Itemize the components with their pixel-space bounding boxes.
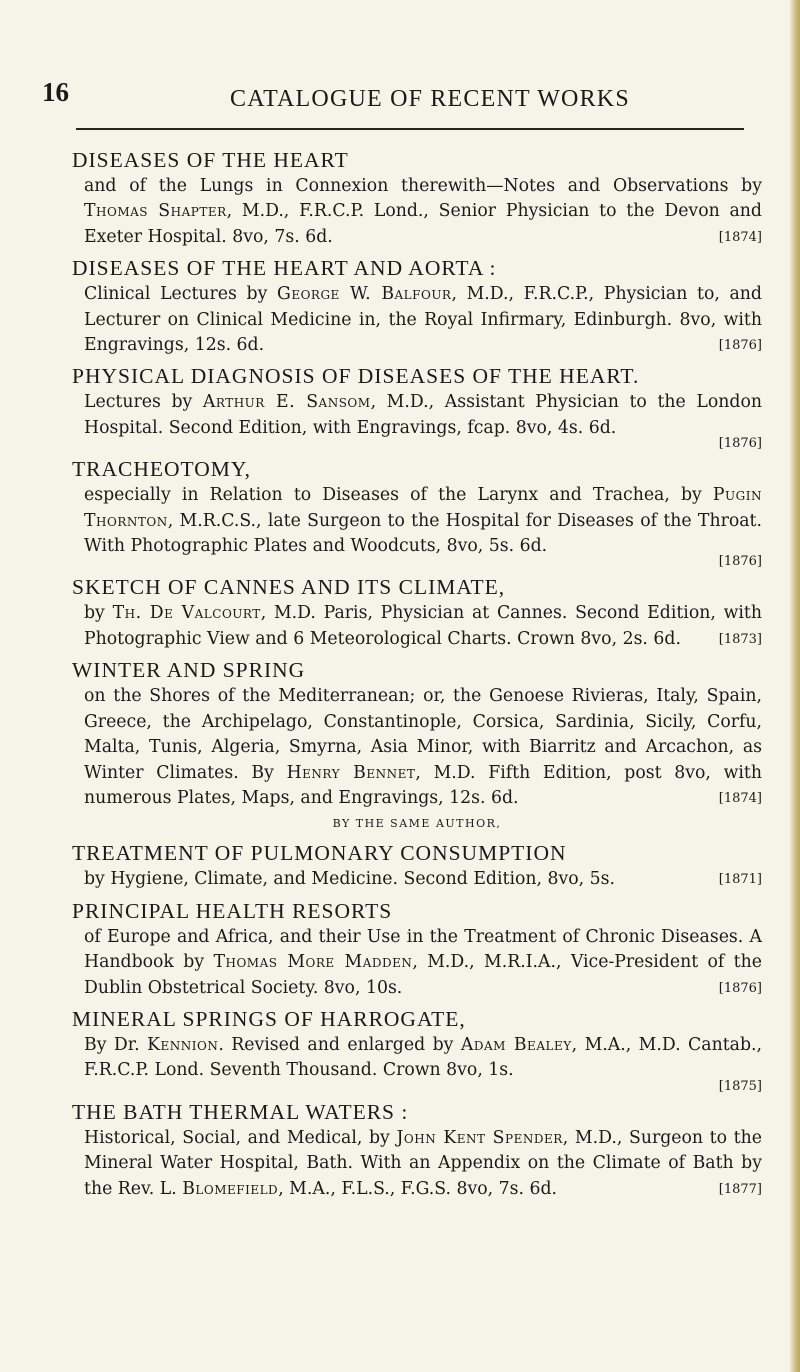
entry-title: MINERAL SPRINGS OF HARROGATE, xyxy=(72,1006,466,1031)
catalogue-entry xyxy=(72,455,762,569)
catalogue-entry xyxy=(72,897,762,1001)
catalogue-entry xyxy=(72,656,762,811)
header-rule xyxy=(76,128,744,130)
author-name: Thomas More Madden xyxy=(213,952,413,973)
catalogue-entry xyxy=(72,1005,762,1094)
author-name: George W. Balfour xyxy=(277,284,452,305)
entry-description: and of the Lungs in Connexion therewith—Notes and Observations by Thomas Shapter, M.D., F.R.C.P. Lond., Senior Physician to the Devon and Exeter Hospital. 8vo, 7s. 6d. [1874] xyxy=(84,174,762,250)
catalogue-entry xyxy=(72,573,762,652)
author-name: John Kent Spender xyxy=(396,1127,563,1148)
entry-description: on the Shores of the Mediterranean; or, the Genoese Rivieras, Italy, Spain, Greece, the Archipelago, Constantinople, Corsica, Sardinia, Sicily, Corfu, Malta, Tunis, Algeria, Smyrna, Asia Minor, with Biarritz and Arcachon, as Winter Climates. By Henry Bennet, M.D. Fifth Edition, post 8vo, with numerous Plates, Maps, and Engravings, 12s. 6d. [1874] xyxy=(84,684,762,811)
publication-year: [1874] xyxy=(718,790,762,806)
publication-year: [1874] xyxy=(718,229,762,245)
publication-year: [1876] xyxy=(718,338,762,354)
entry-description: of Europe and Africa, and their Use in the Treatment of Chronic Diseases. A Handbook by Thomas More Madden, M.D., M.R.I.A., Vice-President of the Dublin Obstetrical Society. 8vo, 10s. [1876] xyxy=(84,925,762,1001)
catalogue-entry xyxy=(72,1098,762,1202)
publication-year: [1875] xyxy=(718,1078,762,1094)
entry-title: PHYSICAL DIAGNOSIS OF DISEASES OF THE HEART. xyxy=(72,364,640,389)
author-name: Adam Bealey xyxy=(460,1034,572,1055)
publication-year: [1873] xyxy=(718,631,762,647)
author-name: Henry Bennet xyxy=(286,762,416,783)
publication-year: [1877] xyxy=(718,1181,762,1197)
entry-description: Historical, Social, and Medical, by John Kent Spender, M.D., Surgeon to the Mineral Water Hospital, Bath. With an Appendix on the Climate of Bath by the Rev. L. Blomefield, M.A., F.L.S., F.G.S. 8vo, 7s. 6d. [1877] xyxy=(84,1126,762,1202)
page-edge xyxy=(790,0,800,1372)
publication-year: [1876] xyxy=(718,436,762,452)
entry-description: Lectures by Arthur E. Sansom, M.D., Assistant Physician to the London Hospital. Second Edition, with Engravings, fcap. 8vo, 4s. 6d. [1876] xyxy=(84,392,762,452)
entry-description: By Dr. Kennion. Revised and enlarged by Adam Bealey, M.A., M.D. Cantab., F.R.C.P. Lond. Seventh Thousand. Crown 8vo, 1s. [1875] xyxy=(84,1034,762,1094)
author-name: Kennion xyxy=(147,1034,219,1055)
entry-description: by Hygiene, Climate, and Medicine. Second Edition, 8vo, 5s. [1871] xyxy=(84,867,762,892)
entry-description: especially in Relation to Diseases of the Larynx and Trachea, by Pugin Thornton, M.R.C.S., late Surgeon to the Hospital for Diseases of the Throat. With Photographic Plates and Woodcuts, 8vo, 5s. 6d. [1876] xyxy=(84,485,762,570)
catalogue-entry xyxy=(72,362,762,451)
catalogue-entry xyxy=(72,813,762,892)
author-name: Pugin Thornton xyxy=(84,485,762,531)
author-name: Arthur E. Sansom xyxy=(202,392,371,413)
catalogue-list xyxy=(72,142,762,1202)
running-head: CATALOGUE OF RECENT WORKS xyxy=(230,86,630,112)
entry-title: TRACHEOTOMY, xyxy=(72,457,252,482)
author-name: Thomas Shapter xyxy=(84,201,227,222)
publication-year: [1871] xyxy=(718,872,762,888)
same-author-note: BY THE SAME AUTHOR, xyxy=(332,817,502,831)
entry-description: Clinical Lectures by George W. Balfour, M.D., F.R.C.P., Physician to, and Lecturer on Clinical Medicine in, the Royal Infirmary, Edinburgh. 8vo, with Engravings, 12s. 6d. [1876] xyxy=(84,282,762,358)
page-number: 16 xyxy=(42,77,69,107)
publication-year: [1876] xyxy=(718,554,762,570)
author-name: Th. De Valcourt xyxy=(112,603,261,624)
entry-title: DISEASES OF THE HEART xyxy=(72,148,349,172)
entry-title: TREATMENT OF PULMONARY CONSUMPTION xyxy=(72,841,567,866)
catalogue-entry xyxy=(72,146,762,250)
entry-title: PRINCIPAL HEALTH RESORTS xyxy=(72,898,393,923)
entry-title: WINTER AND SPRING xyxy=(72,658,306,683)
entry-title: THE BATH THERMAL WATERS : xyxy=(72,1099,409,1124)
entry-title: DISEASES OF THE HEART AND AORTA : xyxy=(72,256,497,281)
entry-title: SKETCH OF CANNES AND ITS CLIMATE, xyxy=(72,575,506,600)
catalogue-entry xyxy=(72,254,762,358)
entry-description: by Th. De Valcourt, M.D. Paris, Physician at Cannes. Second Edition, with Photographic View and 6 Meteorological Charts. Crown 8vo, 2s. 6d. [1873] xyxy=(84,601,762,652)
publication-year: [1876] xyxy=(718,980,762,996)
author-name: Blomefield xyxy=(182,1178,279,1199)
